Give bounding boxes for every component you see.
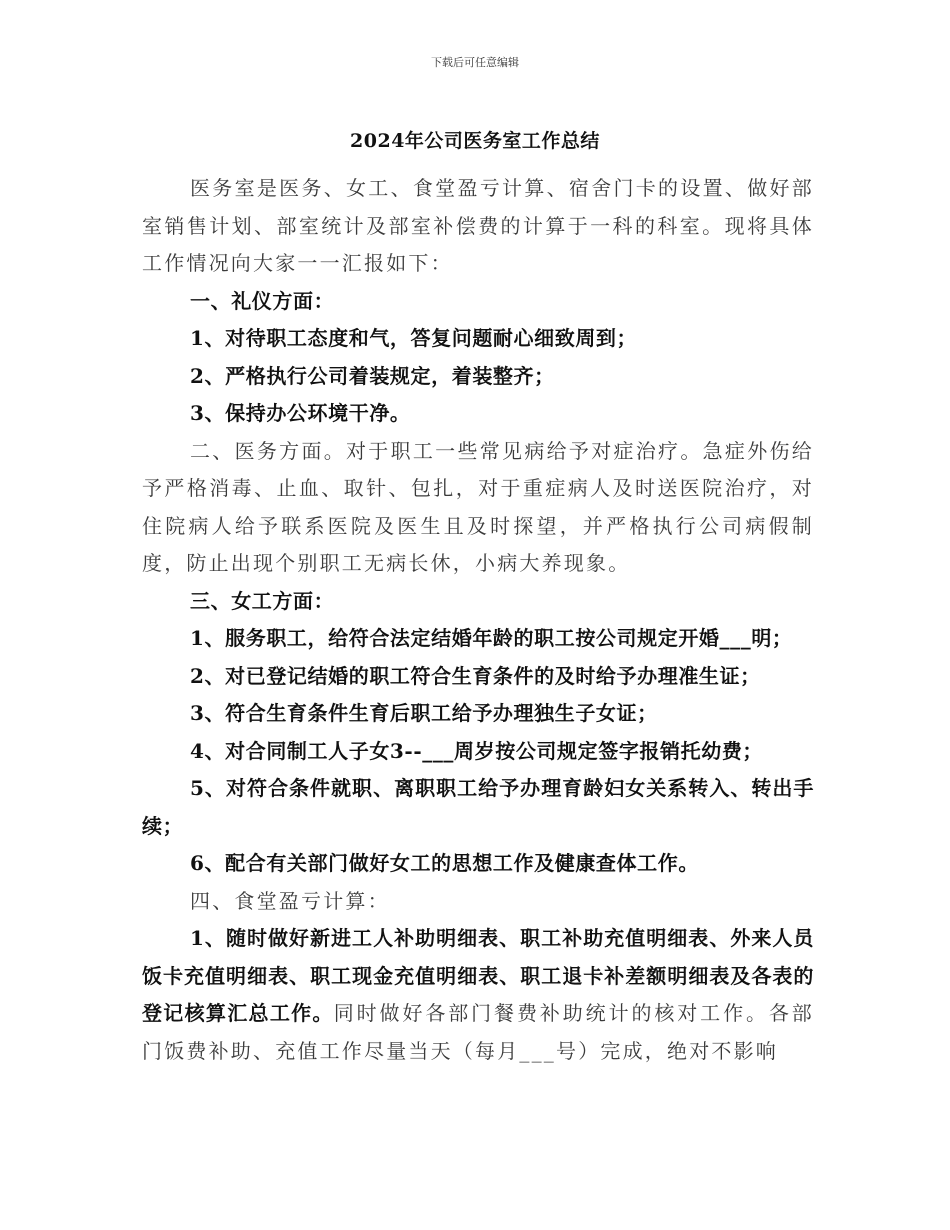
document-title: 2024年公司医务室工作总结: [350, 130, 600, 152]
document-body: [142, 170, 814, 1070]
canteen-light-text: 同时做好各部门餐费补助统计的核对工作。各部门饭费补助、充值工作尽量当天（每月___号）完成，绝对不影响: [142, 1001, 814, 1063]
list-item: 3、保持办公环境干净。: [190, 401, 411, 425]
list-item: 4、对合同制工人子女3--___周岁按公司规定签字报销托幼费；: [190, 738, 764, 763]
heading-female-workers: 三、女工方面：: [190, 588, 335, 613]
list-item: 5、对符合条件就职、离职职工给予办理育龄妇女关系转入、转出手续；: [142, 776, 814, 838]
canteen-bold-text: 1、随时做好新进工人补助明细表、职工补助充值明细表、外来人员饭卡充值明细表、职工现金充值明细表、职工退卡补差额明细表及各表的登记核算汇总工作。: [142, 926, 814, 1025]
list-item: 2、严格执行公司着装规定，着装整齐；: [190, 363, 555, 388]
paragraph-medical: 二、医务方面。对于职工一些常见病给予对症治疗。急症外伤给予严格消毒、止血、取针、包扎，对于重症病人及时送医院治疗，对住院病人给予联系医院及医生且及时探望，并严格执行公司病假制度，防止出现个别职工无病长休，小病大养现象。: [142, 438, 814, 575]
heading-etiquette: 一、礼仪方面：: [190, 288, 335, 313]
download-note: 下载后可任意编辑: [431, 56, 519, 69]
list-item: 2、对已登记结婚的职工符合生育条件的及时给予办理准生证；: [190, 663, 761, 688]
list-item: 3、符合生育条件生育后职工给予办理独生子女证；: [190, 701, 658, 725]
list-item: 1、对待职工态度和气，答复问题耐心细致周到；: [190, 326, 638, 350]
list-item: 1、服务职工，给符合法定结婚年龄的职工按公司规定开婚___明；: [190, 626, 793, 650]
paragraph-intro: 医务室是医务、女工、食堂盈亏计算、宿舍门卡的设置、做好部室销售计划、部室统计及部室补偿费的计算于一科的科室。现将具体工作情况向大家一一汇报如下：: [142, 176, 814, 275]
list-item: 6、配合有关部门做好女工的思想工作及健康查体工作。: [190, 851, 699, 875]
paragraph-canteen: [142, 920, 814, 1070]
heading-canteen: 四、食堂盈亏计算：: [190, 888, 390, 913]
